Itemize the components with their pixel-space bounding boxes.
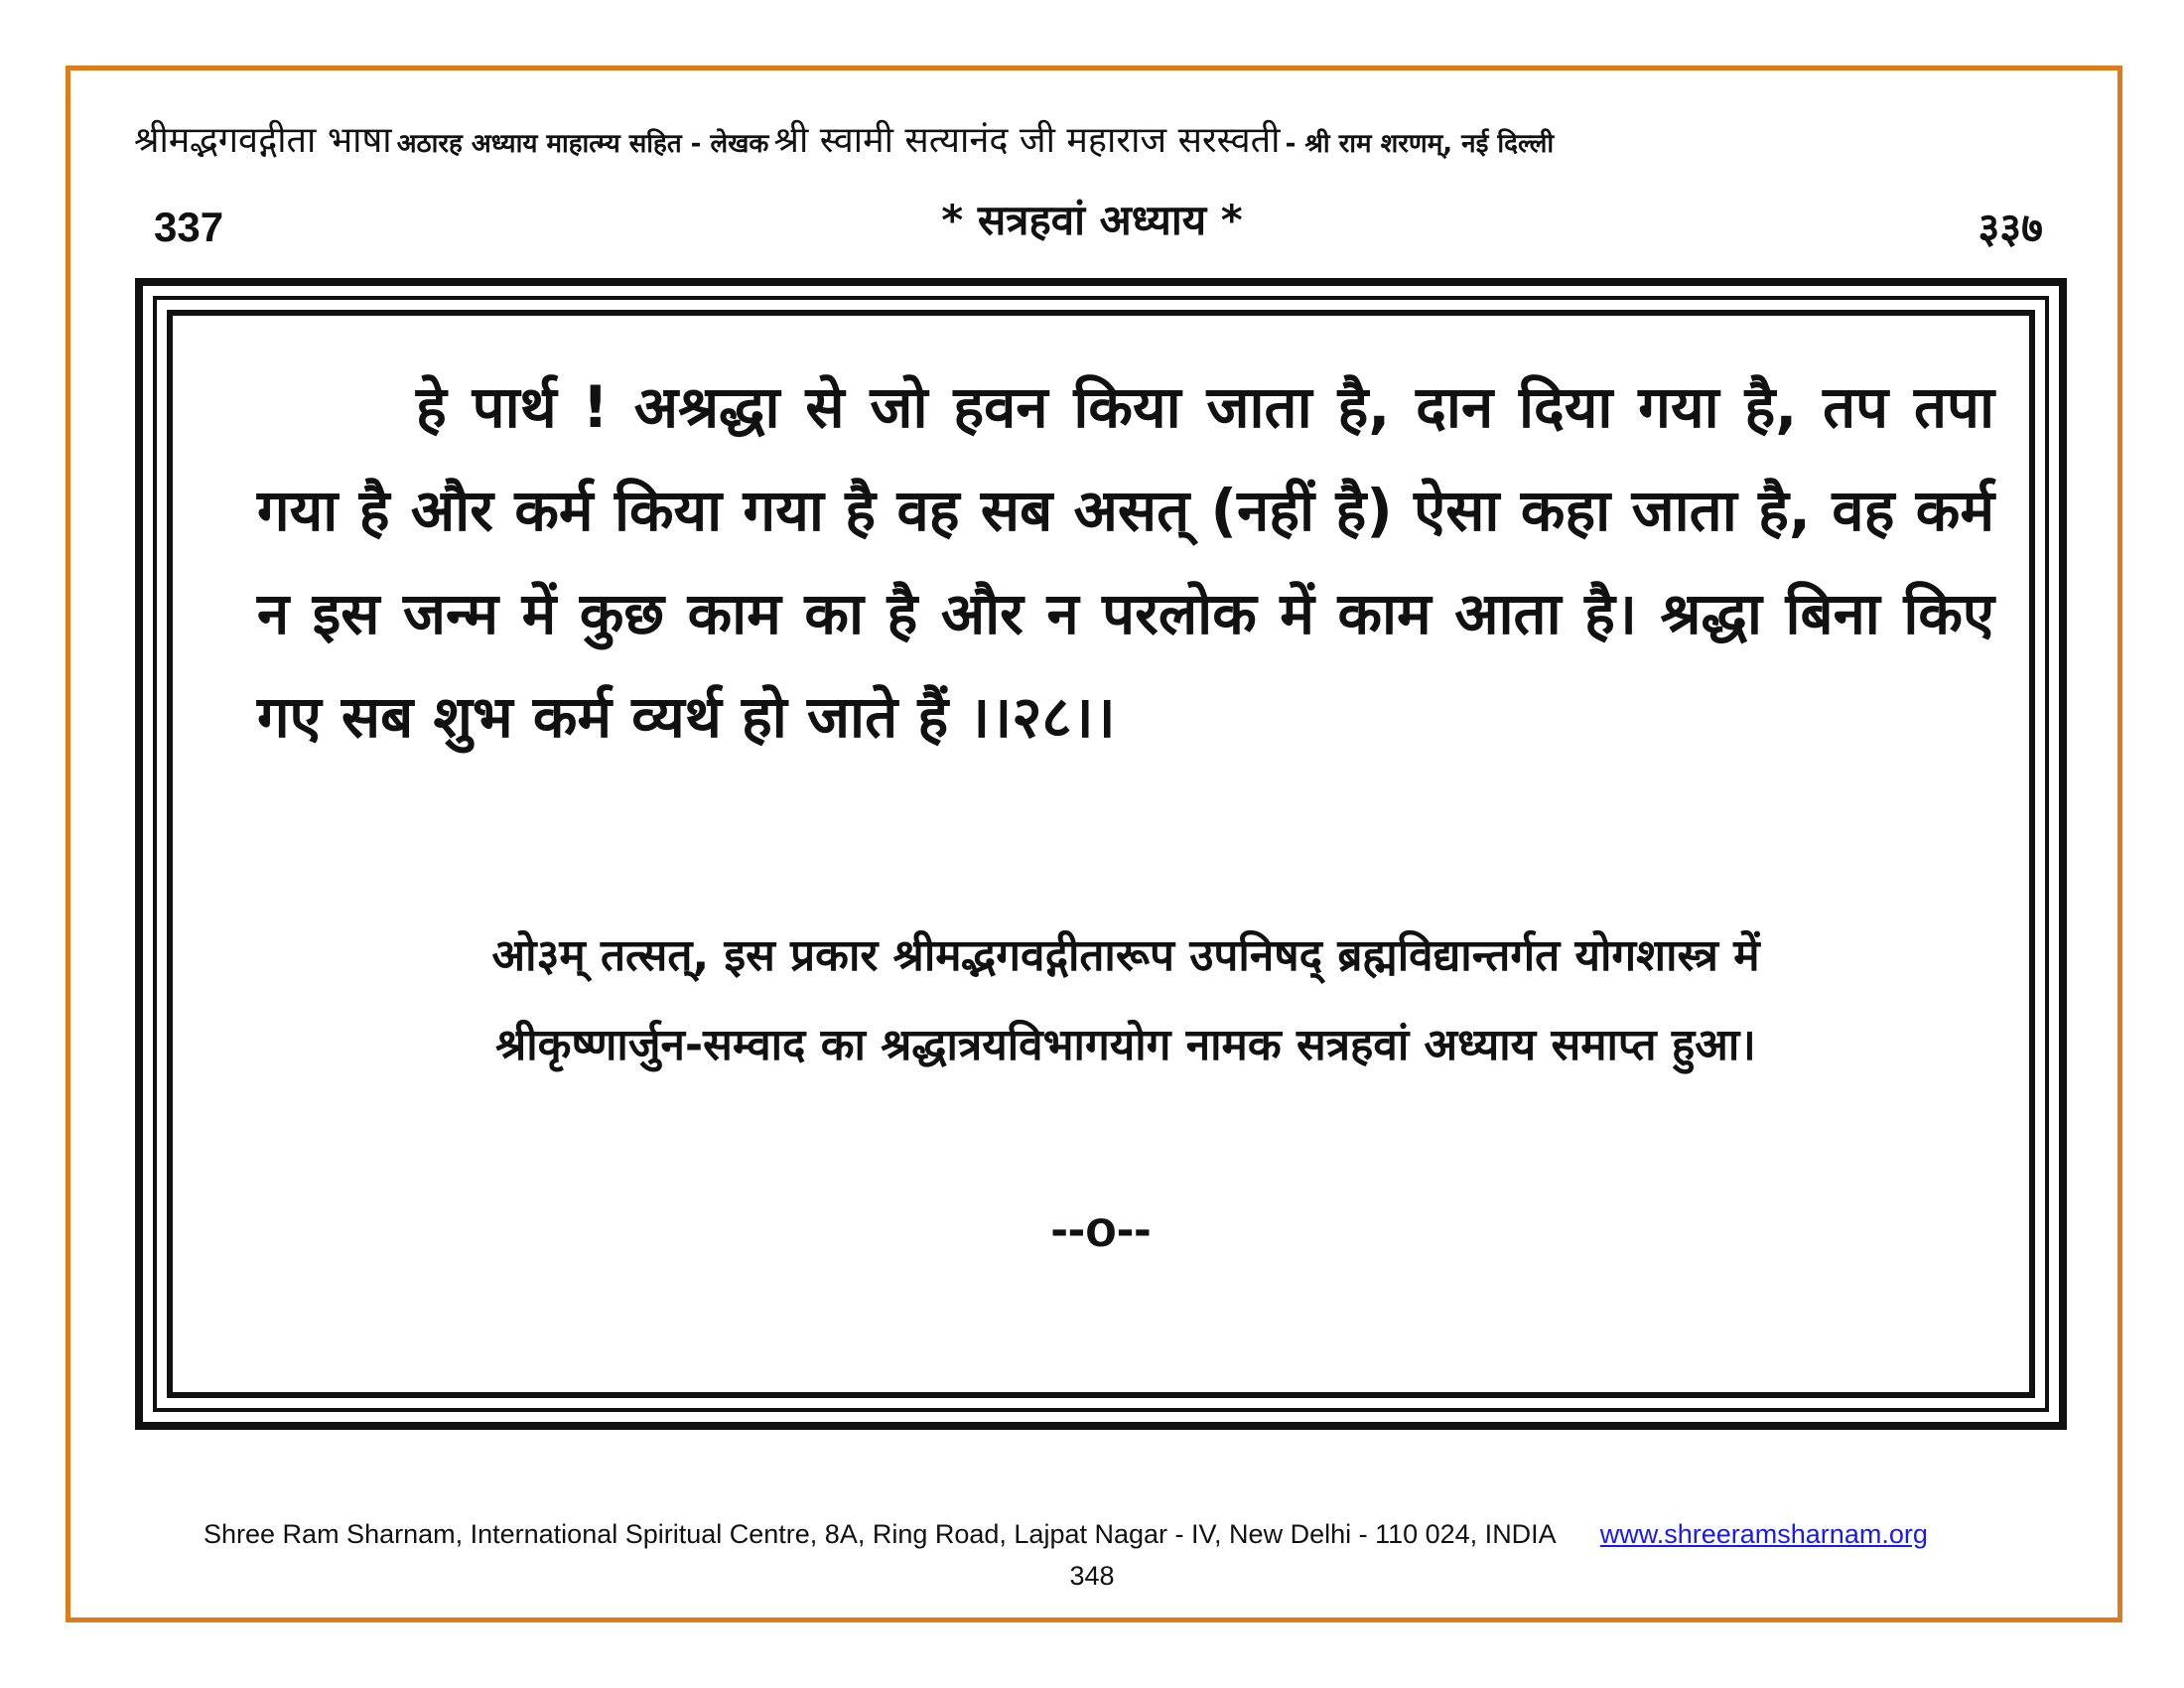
page-number-devanagari: ३३७	[1978, 204, 2043, 252]
chapter-title: * सत्रहवां अध्याय *	[941, 196, 1243, 244]
page-number-arabic: 337	[154, 204, 224, 250]
chapter-colophon	[272, 912, 1979, 1090]
book-title: श्रीमद्भगवद्गीता भाषा	[134, 120, 392, 161]
book-subtitle: अठारह अध्याय माहात्म्य सहित - लेखक	[396, 129, 769, 159]
footer-address: Shree Ram Sharnam, International Spiritual Centre, 8A, Ring Road, Lajpat Nagar - IV, New Delhi - 110 024, INDIA	[204, 1519, 1556, 1549]
end-mark: --o--	[1050, 1200, 1152, 1258]
publisher: - श्री राम शरणम्, नई दिल्ली	[1285, 129, 1555, 159]
page-footer	[204, 1519, 1990, 1550]
verse-text: हे पार्थ ! अश्रद्धा से जो हवन किया जाता है, दान दिया गया है, तप तपा गया है और कर्म किया गया है वह सब असत् (नहीं है) ऐसा कहा जाता है, वह कर्म न इस जन्म में कुछ काम का है और न परलोक में काम आता है। श्रद्धा बिना किए गए सब शुभ कर्म व्यर्थ हो जाते हैं ।।२८।।	[257, 373, 1994, 751]
website-link[interactable]: www.shreeramsharnam.org	[1599, 1519, 1928, 1549]
colophon-line-2: श्रीकृष्णार्जुन-सम्वाद का श्रद्धात्रयविभागयोग नामक सत्रहवां अध्याय समाप्त हुआ।	[495, 1020, 1756, 1070]
footer-page-number: 348	[1069, 1561, 1115, 1591]
author-name: श्री स्वामी सत्यानंद जी महाराज सरस्वती	[773, 120, 1281, 161]
page-header	[134, 111, 2060, 171]
verse-box	[135, 278, 2067, 1430]
colophon-line-1: ओ३म् तत्सत्, इस प्रकार श्रीमद्भगवद्गीतारूप उपनिषद् ब्रह्मविद्यान्तर्गत योगशास्त्र में	[491, 930, 1760, 981]
